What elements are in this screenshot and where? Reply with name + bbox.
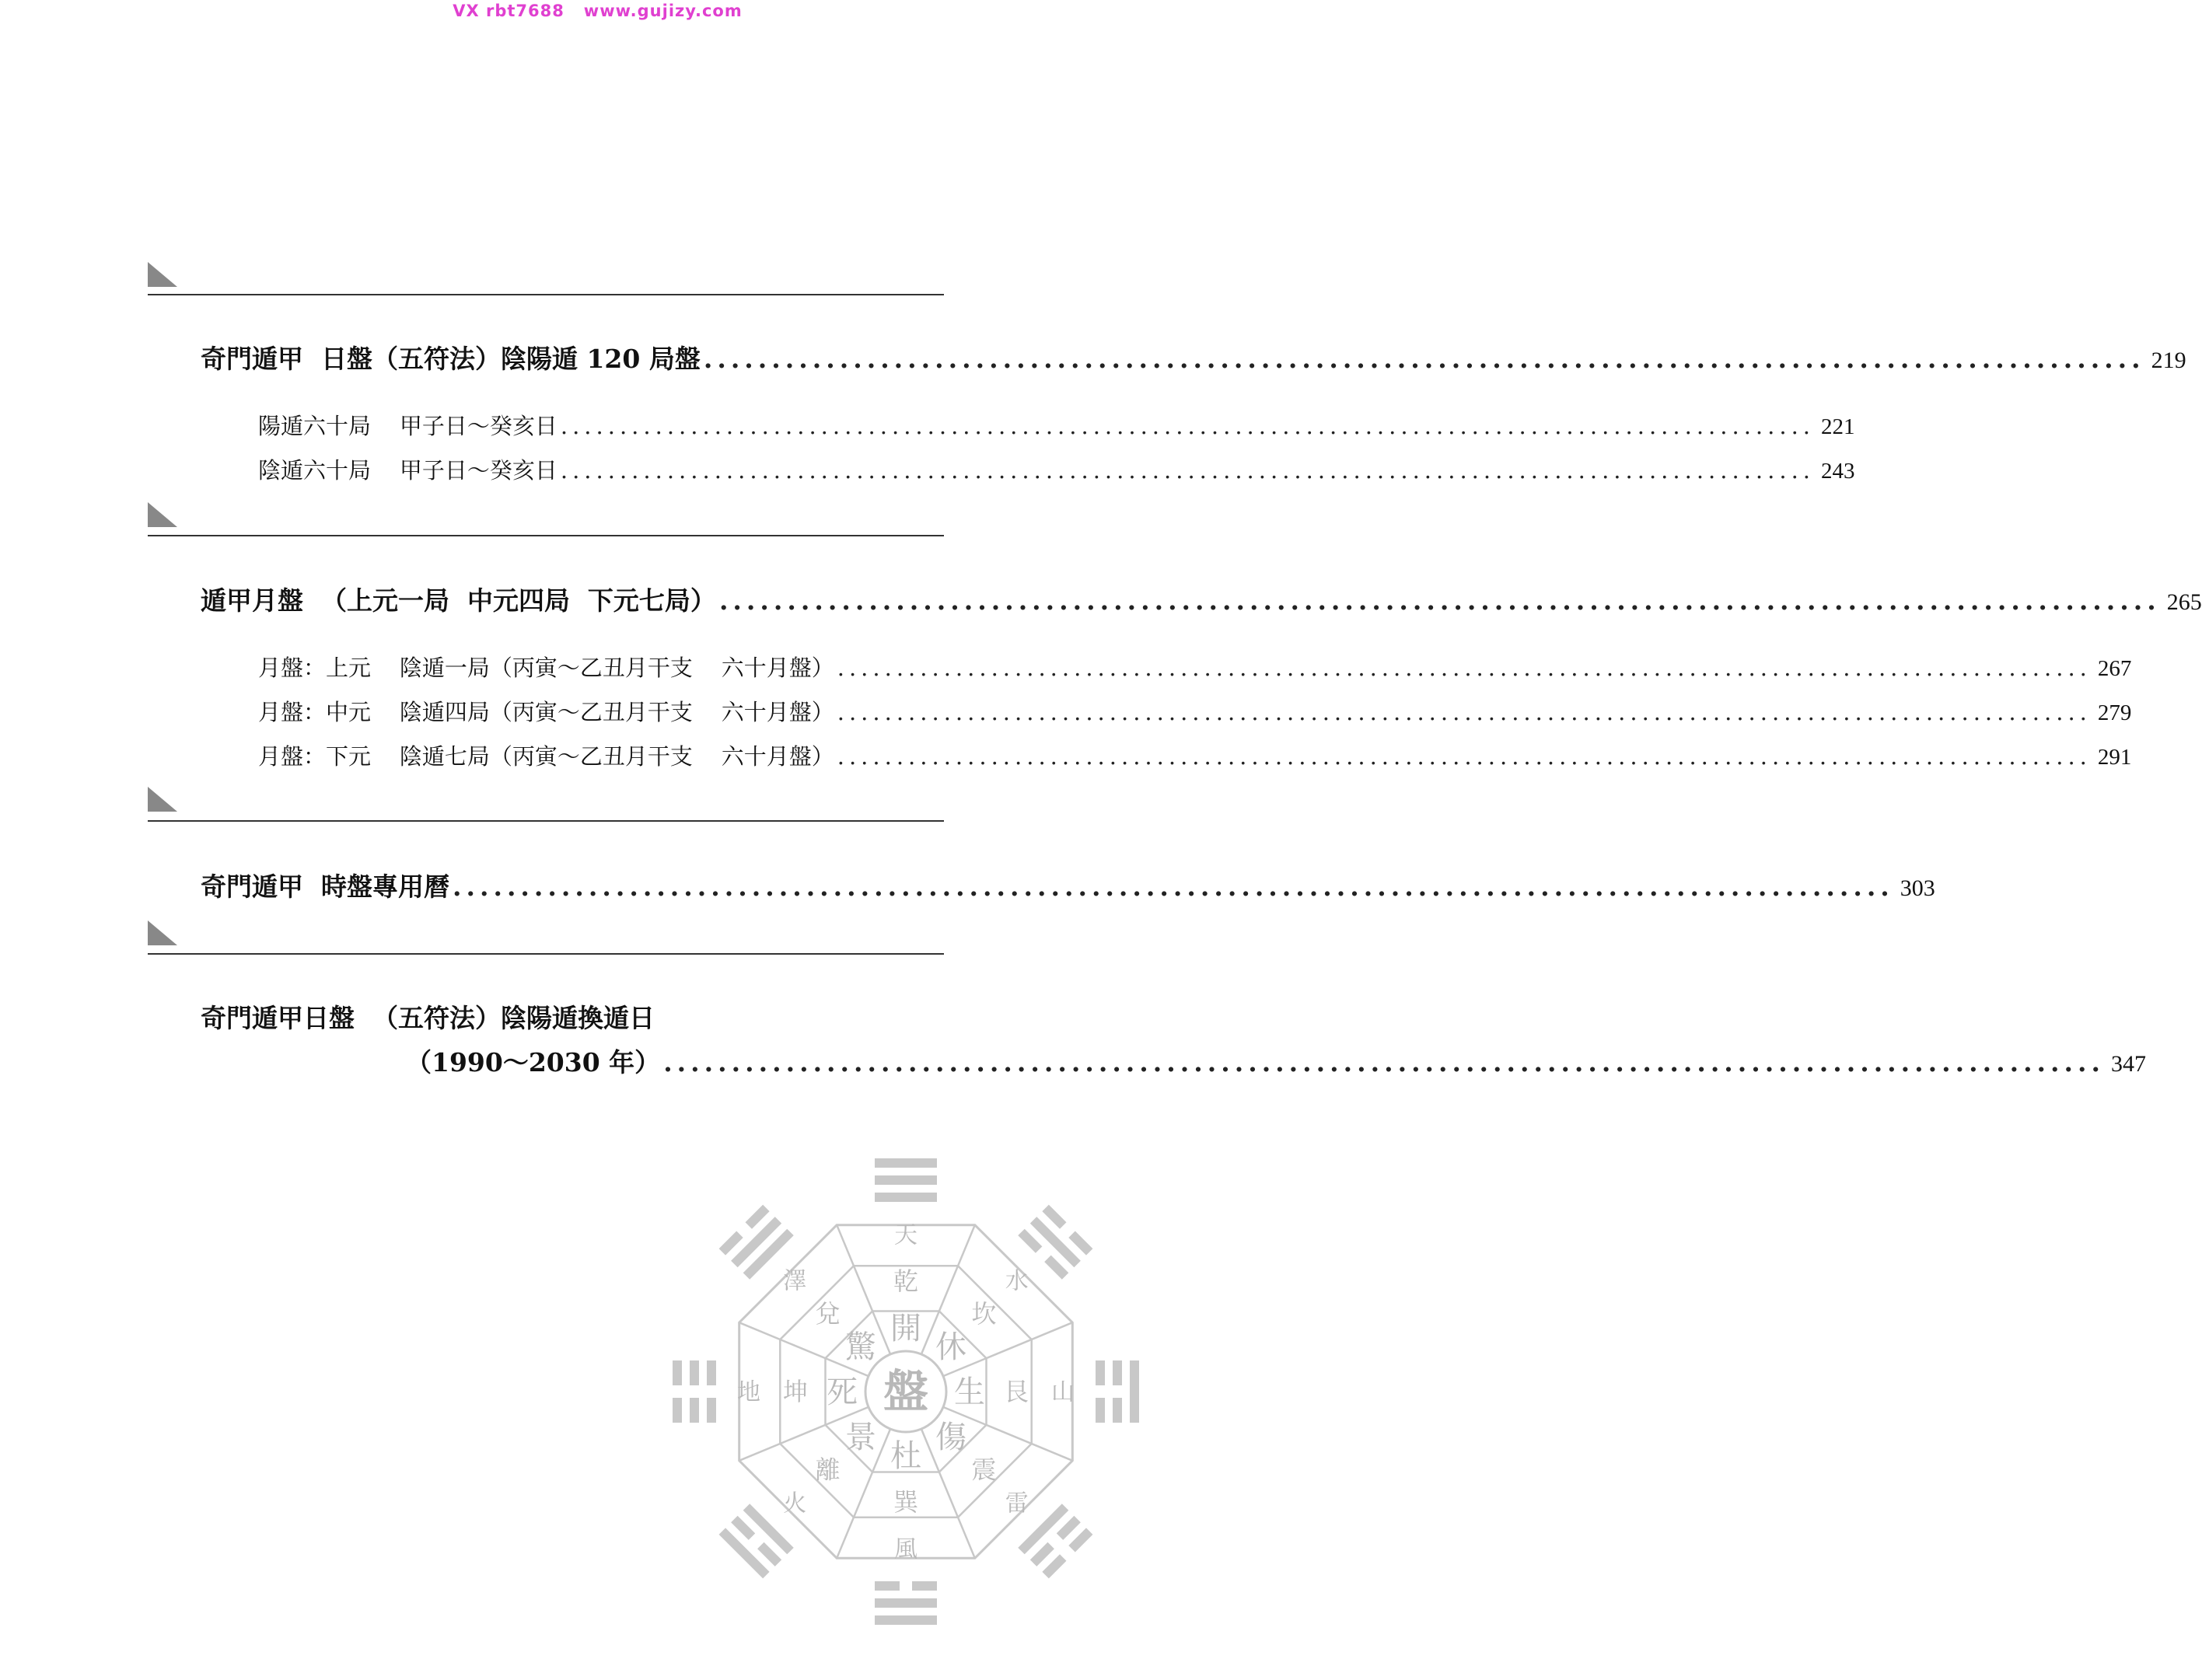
toc-entry-page: 265 bbox=[2166, 589, 2202, 615]
ring-character: 坎 bbox=[971, 1298, 997, 1329]
toc-entry-sub-2-1[interactable] bbox=[258, 651, 2132, 683]
toc-entry-label: 奇門遁甲 時盤專用曆 bbox=[201, 871, 449, 902]
ring-character: 開 bbox=[890, 1311, 921, 1346]
bagua-diagram bbox=[653, 1143, 1151, 1640]
ring-character: 杜 bbox=[890, 1438, 921, 1474]
toc-entry-page: 347 bbox=[2111, 1051, 2146, 1077]
toc-entry-sub-1-2[interactable] bbox=[258, 453, 1855, 485]
leader-dots: .......................................................................................................... bbox=[718, 585, 2161, 616]
leader-dots: .......................................................................................................... bbox=[703, 344, 2145, 374]
leader-dots: .......................................................................................................... bbox=[837, 655, 2092, 681]
toc-entry-page: 219 bbox=[2151, 348, 2186, 373]
ring-character: 風 bbox=[894, 1535, 918, 1563]
ring-character: 驚 bbox=[845, 1329, 876, 1365]
section-marker-2 bbox=[148, 502, 177, 527]
toc-entry-title-line1: 奇門遁甲日盤 （五符法）陰陽遁換遁日 bbox=[201, 1003, 655, 1033]
ring-character: 艮 bbox=[1003, 1377, 1029, 1407]
ring-character: 休 bbox=[935, 1329, 966, 1365]
ring-character: 雷 bbox=[1005, 1490, 1029, 1518]
ring-character: 坤 bbox=[782, 1377, 809, 1407]
ring-character: 澤 bbox=[783, 1267, 807, 1295]
trigram bbox=[875, 1158, 937, 1202]
section-rule-2 bbox=[148, 535, 944, 536]
ring-character: 巽 bbox=[893, 1487, 919, 1518]
watermark-text: VX rbt7688 www.gujizy.com bbox=[453, 2, 743, 20]
section-marker-3 bbox=[148, 787, 177, 812]
toc-entry-label: 月盤：中元 陰遁四局（丙寅～乙丑月干支 六十月盤） bbox=[258, 699, 834, 725]
ring-character: 山 bbox=[1051, 1378, 1075, 1406]
toc-entry-main-4[interactable] bbox=[406, 1043, 2146, 1079]
ring-character: 兌 bbox=[815, 1298, 841, 1329]
toc-entry-main-2[interactable] bbox=[201, 581, 2202, 617]
toc-entry-label: （1990～2030 年） bbox=[406, 1047, 661, 1078]
toc-entry-label: 遁甲月盤 （上元一局 中元四局 下元七局） bbox=[201, 585, 716, 616]
ring-character: 火 bbox=[783, 1490, 807, 1518]
toc-entry-label: 奇門遁甲 日盤（五符法）陰陽遁 120 局盤 bbox=[201, 344, 701, 374]
ring-character: 生 bbox=[954, 1374, 985, 1410]
ring-character: 死 bbox=[827, 1374, 858, 1410]
toc-entry-main-1[interactable] bbox=[201, 339, 2186, 375]
section-marker-1 bbox=[148, 262, 177, 287]
trigram bbox=[673, 1360, 716, 1423]
ring-character: 傷 bbox=[935, 1420, 966, 1455]
ring-character: 水 bbox=[1005, 1267, 1029, 1295]
toc-entry-label: 陰遁六十局 甲子日～癸亥日 bbox=[258, 457, 557, 484]
leader-dots: .......................................................................................................... bbox=[837, 699, 2092, 725]
ring-character: 震 bbox=[971, 1455, 997, 1485]
leader-dots: .......................................................................................................... bbox=[837, 743, 2092, 770]
leader-dots: .......................................................................................................... bbox=[663, 1047, 2105, 1078]
toc-entry-sub-1-1[interactable] bbox=[258, 409, 1855, 441]
section-rule-4 bbox=[148, 953, 944, 955]
toc-entry-main-3[interactable] bbox=[201, 867, 1935, 903]
toc-entry-label: 陽遁六十局 甲子日～癸亥日 bbox=[258, 413, 557, 439]
toc-entry-label: 月盤：上元 陰遁一局（丙寅～乙丑月干支 六十月盤） bbox=[258, 655, 834, 681]
section-marker-4 bbox=[148, 920, 177, 945]
ring-character: 地 bbox=[737, 1378, 760, 1406]
center-character: 盤 bbox=[883, 1365, 929, 1418]
ring-character: 乾 bbox=[893, 1266, 919, 1297]
toc-entry-page: 291 bbox=[2097, 745, 2132, 770]
section-rule-3 bbox=[148, 820, 944, 822]
leader-dots: .......................................................................................................... bbox=[452, 871, 1894, 902]
toc-entry-sub-2-2[interactable] bbox=[258, 695, 2132, 727]
leader-dots: .......................................................................................................... bbox=[560, 413, 1816, 439]
trigram bbox=[1096, 1360, 1139, 1423]
ring-character: 天 bbox=[894, 1221, 918, 1249]
toc-entry-page: 279 bbox=[2097, 700, 2132, 725]
toc-entry-page: 221 bbox=[1821, 414, 1855, 439]
ring-character: 景 bbox=[845, 1420, 876, 1455]
toc-entry-page: 243 bbox=[1821, 459, 1855, 484]
trigram bbox=[875, 1581, 937, 1625]
toc-entry-page: 303 bbox=[1900, 875, 1935, 901]
trigram bbox=[1018, 1504, 1092, 1578]
toc-entry-label: 月盤：下元 陰遁七局（丙寅～乙丑月干支 六十月盤） bbox=[258, 743, 834, 770]
trigram bbox=[1018, 1205, 1092, 1280]
ring-character: 離 bbox=[815, 1455, 841, 1485]
section-rule-1 bbox=[148, 294, 944, 295]
leader-dots: .......................................................................................................... bbox=[560, 457, 1816, 484]
toc-entry-sub-2-3[interactable] bbox=[258, 739, 2132, 771]
toc-entry-page: 267 bbox=[2097, 656, 2132, 681]
